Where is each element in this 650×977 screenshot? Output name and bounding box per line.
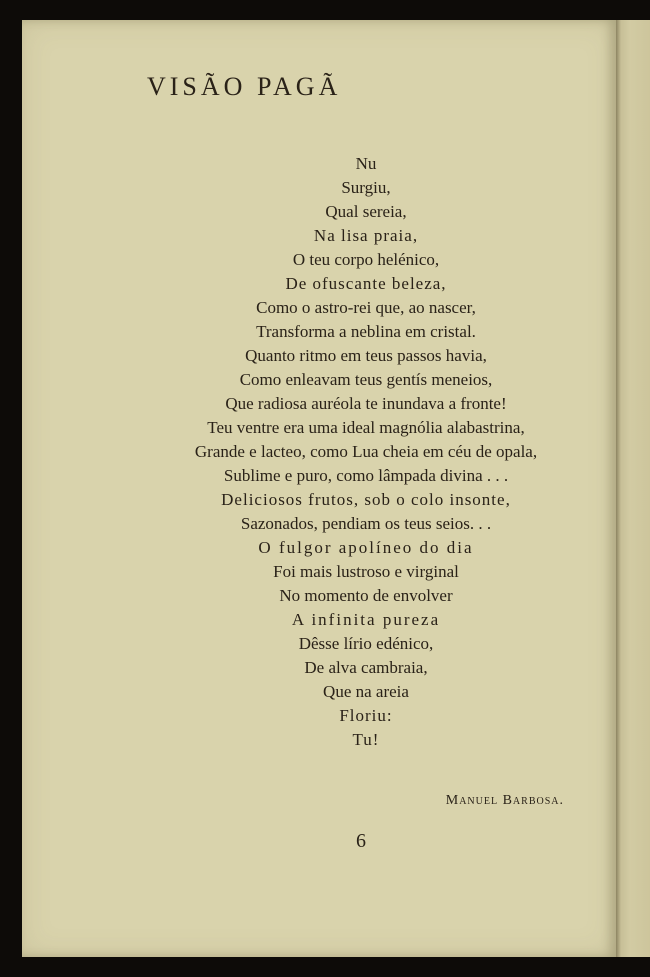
- poem-line: Sazonados, pendiam os teus seios. . .: [240, 514, 492, 533]
- poem-line: Tu!: [352, 730, 380, 749]
- poem-line: Como enleavam teus gentís meneios,: [239, 370, 493, 389]
- page-number: 6: [356, 830, 366, 852]
- poem-line: Sublime e puro, como lâmpada divina . . .: [223, 466, 509, 485]
- poem-body: [160, 152, 572, 752]
- poem-line: Teu ventre era uma ideal magnólia alabastrina,: [207, 418, 525, 437]
- poem-line: Qual sereia,: [325, 202, 407, 221]
- next-page-edge: [616, 20, 650, 957]
- poem-line: Quanto ritmo em teus passos havia,: [245, 346, 487, 365]
- author-signature: Manuel Barbosa.: [445, 793, 564, 808]
- poem-line: Deliciosos frutos, sob o colo insonte,: [221, 490, 511, 509]
- poem-line: De ofuscante beleza,: [285, 274, 447, 293]
- poem-line: Que radiosa auréola te inundava a fronte!: [225, 394, 507, 413]
- poem-title: VISÃO PAGÃ: [147, 72, 342, 101]
- poem-line: O fulgor apolíneo do dia: [258, 538, 474, 557]
- poem-line: Grande e lacteo, como Lua cheia em céu de opala,: [194, 442, 538, 461]
- poem-line: Surgiu,: [341, 178, 391, 197]
- poem-line: Que na areia: [323, 682, 409, 701]
- poem-line: No momento de envolver: [279, 586, 453, 605]
- poem-line: Na lisa praia,: [313, 226, 419, 245]
- poem-line: Como o astro-rei que, ao nascer,: [256, 298, 476, 317]
- poem-line: Nu: [355, 154, 377, 173]
- poem-line: O teu corpo helénico,: [292, 250, 440, 269]
- poem-line: De alva cambraia,: [304, 658, 428, 677]
- poem-line: A infinita pureza: [291, 610, 441, 629]
- poem-line: Floriu:: [339, 706, 393, 725]
- poem-line: Transforma a neblina em cristal.: [256, 322, 476, 341]
- poem-line: Foi mais lustroso e virginal: [273, 562, 459, 581]
- poem-line: Dêsse lírio edénico,: [298, 634, 434, 653]
